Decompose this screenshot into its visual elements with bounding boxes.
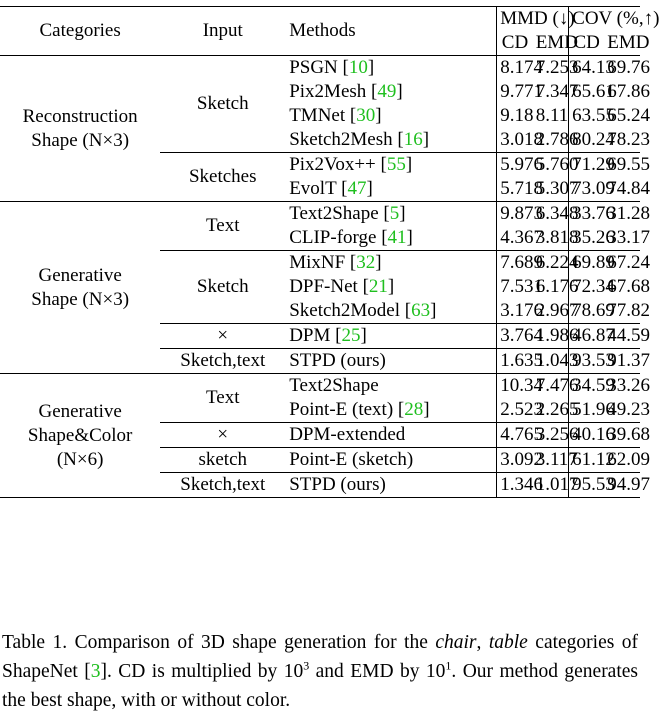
citation-link[interactable]: 41 <box>387 227 407 248</box>
value-mmd-emd: 7.253 <box>535 57 579 78</box>
input-cell: Sketch,text <box>160 349 285 374</box>
value-mmd-emd: 6.348 <box>533 202 569 227</box>
method-name: Sketch2Mesh <box>289 129 393 150</box>
value-cov-cd: 72.34 <box>569 275 605 299</box>
value-cov-emd: 31.28 <box>604 202 640 227</box>
category-line: Generative <box>38 264 122 286</box>
method-name: TMNet <box>289 105 346 126</box>
value-mmd-emd: 5.760 <box>533 153 569 178</box>
value-cov-emd: 67.86 <box>607 81 651 102</box>
method-cell: TMNet [30] <box>289 105 382 126</box>
value-cov-emd: 33.17 <box>607 227 651 248</box>
category-cell <box>0 374 160 498</box>
value-cov-emd: 74.84 <box>607 178 651 199</box>
caption-text-3: ]. CD is multiplied by 10 <box>100 661 304 682</box>
method-cell: DPF-Net [21] <box>289 276 395 297</box>
value-cov-cd: 46.87 <box>569 324 605 349</box>
input-cell: × <box>160 324 285 349</box>
input-cell: Text <box>160 202 285 251</box>
category-line: (N×6) <box>56 448 104 470</box>
value-cov-cd: 65.61 <box>569 80 605 104</box>
header-mmd: MMD (↓) <box>497 7 569 32</box>
value-cov-emd: 33.26 <box>604 374 640 399</box>
results-table <box>0 6 659 498</box>
method-cell: Sketch2Model [63] <box>289 300 437 321</box>
category-line: Reconstruction <box>22 105 138 127</box>
caption-cite[interactable]: 3 <box>90 661 101 682</box>
value-mmd-cd: 4.765 <box>497 423 533 448</box>
citation-link[interactable]: 21 <box>368 276 388 297</box>
table-body <box>0 56 651 498</box>
method-cell: Point-E (text) [28] <box>289 399 430 420</box>
value-cov-emd: 69.55 <box>604 153 640 178</box>
method-cell: Text2Shape [5] <box>285 202 497 227</box>
value-mmd-emd: 5.307 <box>535 178 579 199</box>
value-mmd-cd: 8.174 <box>497 56 533 81</box>
value-mmd-cd: 10.34 <box>497 374 533 399</box>
citation-link[interactable]: 16 <box>403 129 423 150</box>
value-mmd-cd: 3.764 <box>497 324 533 349</box>
value-cov-cd: 34.59 <box>569 374 605 399</box>
value-cov-emd: 69.76 <box>607 57 651 78</box>
value-cov-emd: 91.37 <box>604 349 640 374</box>
method-name: STPD (ours) <box>289 350 386 371</box>
value-mmd-emd: 2.265 <box>535 399 579 420</box>
input-cell: Sketch <box>196 93 249 114</box>
citation-link[interactable]: 49 <box>377 81 397 102</box>
value-cov-emd: 44.59 <box>604 324 640 349</box>
caption-exp-2: 1 <box>445 658 452 673</box>
input-cell: Text <box>160 374 285 423</box>
table-row <box>0 374 640 399</box>
method-name: DPF-Net <box>289 276 358 297</box>
value-mmd-cd: 4.367 <box>497 226 533 251</box>
value-mmd-cd: 9.771 <box>497 80 533 104</box>
value-cov-emd: 67.24 <box>604 251 640 276</box>
method-name: EvolT <box>289 178 337 199</box>
value-cov-cd: 63.55 <box>569 104 605 128</box>
input-cell: × <box>160 423 285 448</box>
method-name: CLIP-forge <box>289 227 377 248</box>
value-mmd-cd: 1.635 <box>497 349 533 374</box>
value-cov-cd: 61.12 <box>569 448 605 473</box>
category-cell <box>0 56 160 202</box>
caption-comma: , <box>476 632 482 653</box>
value-mmd-cd: 9.873 <box>497 202 533 227</box>
citation-link[interactable]: 25 <box>341 325 361 346</box>
caption-table: table <box>488 632 528 653</box>
value-cov-cd: 40.16 <box>569 423 605 448</box>
header-categories: Categories <box>0 7 160 56</box>
method-name: DPM <box>289 325 331 346</box>
method-name: Pix2Mesh <box>289 81 367 102</box>
header-mmd-cd: CD <box>497 31 533 56</box>
method-cell: MixNF [32] <box>285 251 497 276</box>
value-mmd-emd: 6.176 <box>535 276 579 297</box>
input-cell: Sketch <box>160 251 285 324</box>
value-cov-emd: 65.24 <box>607 105 651 126</box>
method-cell: PSGN [10] <box>289 57 375 78</box>
category-line: Shape (N×3) <box>31 288 130 310</box>
method-name: Sketch2Model <box>289 300 401 321</box>
value-mmd-cd: 5.718 <box>497 177 533 202</box>
value-cov-emd: 62.09 <box>604 448 640 473</box>
value-cov-emd: 49.23 <box>607 399 651 420</box>
value-cov-emd: 67.68 <box>607 276 651 297</box>
input-cell: sketch <box>160 448 285 473</box>
value-mmd-cd: 3.018 <box>497 128 533 153</box>
method-cell: Sketch2Mesh [16] <box>289 129 430 150</box>
caption-label: Table 1. <box>2 632 68 653</box>
value-cov-cd: 73.09 <box>569 177 605 202</box>
header-cov-cd: CD <box>569 31 605 56</box>
value-mmd-emd: 3.117 <box>533 448 569 473</box>
method-name: Text2Shape <box>289 203 379 224</box>
value-mmd-emd: 7.347 <box>535 81 579 102</box>
value-mmd-emd: 2.967 <box>535 300 579 321</box>
method-cell: Pix2Vox++ [55] <box>285 153 497 178</box>
value-cov-cd: 64.13 <box>569 56 605 81</box>
header-mmd-emd: EMD <box>533 31 569 56</box>
method-cell <box>285 349 497 374</box>
caption-text-1: Comparison of 3D shape generation for the <box>74 632 428 653</box>
value-mmd-cd: 5.976 <box>497 153 533 178</box>
citation-link[interactable]: 10 <box>348 57 368 78</box>
method-cell: Pix2Mesh [49] <box>289 81 403 102</box>
citation-link[interactable]: 5 <box>389 203 400 224</box>
value-mmd-cd: 9.18 <box>497 104 533 128</box>
method-name: Text2Shape <box>289 375 379 396</box>
input-cell: Sketches <box>160 153 285 202</box>
method-name: Point-E (text) <box>289 399 394 420</box>
header-cov-emd: EMD <box>604 31 640 56</box>
citation-link[interactable]: 28 <box>404 399 424 420</box>
input-cell: Sketch,text <box>160 473 285 498</box>
category-line: Shape (N×3) <box>31 129 130 151</box>
citation-link[interactable]: 63 <box>411 300 431 321</box>
method-cell: CLIP-forge [41] <box>289 227 413 248</box>
caption-text-4: and EMD by 10 <box>309 661 446 682</box>
value-mmd-cd: 3.092 <box>497 448 533 473</box>
caption-text-5: . Our method generates the best shape, with or without color. <box>2 661 639 711</box>
caption-chair: chair <box>435 632 477 653</box>
method-cell <box>285 374 497 399</box>
value-mmd-emd: 3.256 <box>533 423 569 448</box>
category-cell <box>0 202 160 374</box>
method-name: DPM-extended <box>289 424 406 445</box>
value-cov-cd: 51.96 <box>569 398 605 423</box>
value-mmd-emd: 8.11 <box>535 105 569 126</box>
method-name: PSGN <box>289 57 338 78</box>
category-line: Generative <box>38 400 122 422</box>
table-row <box>0 202 640 227</box>
value-cov-cd: 80.24 <box>569 128 605 153</box>
header-input: Input <box>160 7 285 56</box>
header-row-1 <box>0 7 640 32</box>
value-mmd-emd: 1.043 <box>533 349 569 374</box>
value-cov-emd: 78.23 <box>607 129 651 150</box>
value-mmd-cd: 7.689 <box>497 251 533 276</box>
value-mmd-emd: 1.986 <box>533 324 569 349</box>
method-name: MixNF <box>289 252 346 273</box>
value-mmd-cd: 2.523 <box>497 398 533 423</box>
citation-link[interactable]: 55 <box>386 154 406 175</box>
header-methods: Methods <box>285 7 497 56</box>
value-mmd-cd: 3.176 <box>497 299 533 324</box>
value-mmd-emd: 7.476 <box>533 374 569 399</box>
caption-exp-1: 3 <box>303 658 310 673</box>
method-name: Point-E (sketch) <box>289 449 414 470</box>
method-cell: DPM [25] <box>285 324 497 349</box>
value-cov-cd: 35.26 <box>569 226 605 251</box>
caption-text-2: categories of ShapeNet [ <box>2 632 639 682</box>
value-cov-cd: 93.53 <box>569 349 605 374</box>
citation-link[interactable]: 47 <box>347 178 367 199</box>
method-cell: EvolT [47] <box>289 178 373 199</box>
value-cov-cd: 78.69 <box>569 299 605 324</box>
method-name: Pix2Vox++ <box>289 154 376 175</box>
method-name: STPD (ours) <box>289 474 386 495</box>
table-row <box>0 56 640 81</box>
value-cov-cd: 71.29 <box>569 153 605 178</box>
citation-link[interactable]: 30 <box>356 105 376 126</box>
value-mmd-emd: 1.017 <box>533 473 569 498</box>
method-cell <box>285 473 497 498</box>
value-cov-emd: 39.68 <box>604 423 640 448</box>
method-cell <box>285 448 497 473</box>
value-mmd-cd: 7.531 <box>497 275 533 299</box>
value-cov-emd: 94.97 <box>604 473 640 498</box>
value-mmd-emd: 2.786 <box>535 129 579 150</box>
table-caption <box>2 628 638 715</box>
value-mmd-emd: 3.818 <box>535 227 579 248</box>
value-cov-emd: 77.82 <box>607 300 651 321</box>
citation-link[interactable]: 32 <box>356 252 376 273</box>
value-cov-cd: 95.53 <box>569 473 605 498</box>
value-mmd-cd: 1.346 <box>497 473 533 498</box>
value-mmd-emd: 6.224 <box>533 251 569 276</box>
value-cov-cd: 69.89 <box>569 251 605 276</box>
method-cell <box>285 423 497 448</box>
value-cov-cd: 33.76 <box>569 202 605 227</box>
category-line: Shape&Color <box>27 424 133 446</box>
header-cov: COV (%,↑) <box>569 7 640 32</box>
